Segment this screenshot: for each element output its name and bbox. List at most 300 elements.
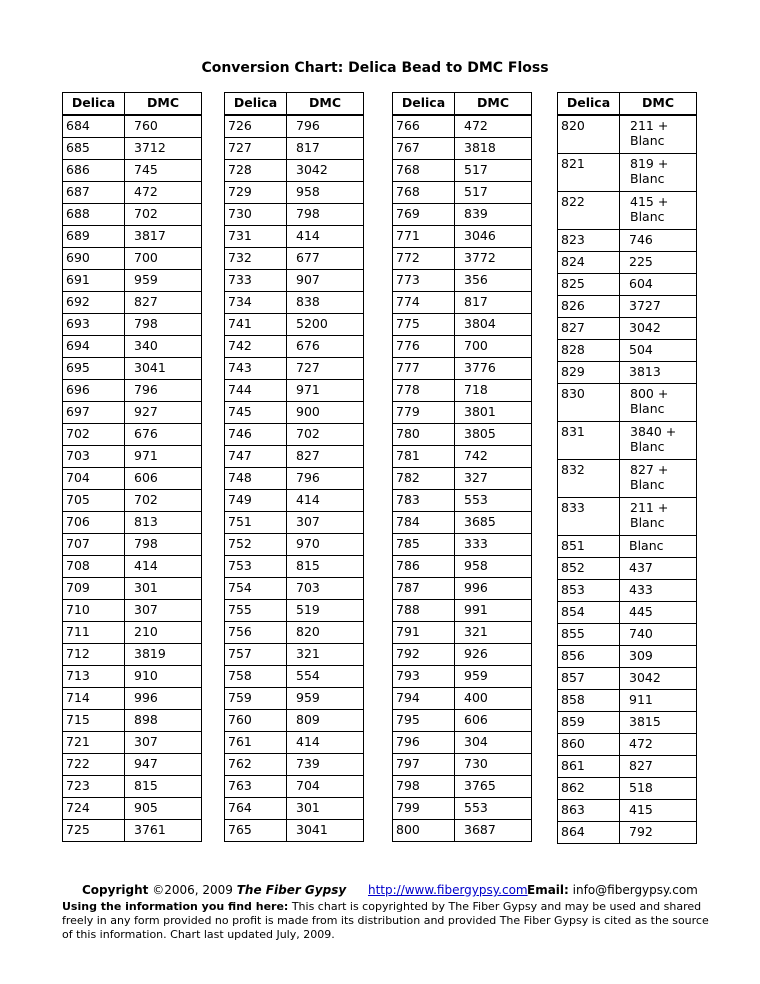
dmc-cell: 996	[455, 578, 532, 600]
table-row	[393, 644, 532, 666]
dmc-cell	[620, 460, 697, 498]
dmc-cell: 472	[455, 115, 532, 138]
dmc-value-line: 3840 +	[630, 424, 677, 439]
table-row	[393, 115, 532, 138]
table-row	[393, 512, 532, 534]
delica-cell: 787	[393, 578, 455, 600]
delica-cell: 783	[393, 490, 455, 512]
table-header-row	[225, 93, 364, 116]
dmc-cell: 700	[125, 248, 202, 270]
dmc-cell: 911	[620, 690, 697, 712]
delica-cell: 830	[558, 384, 620, 422]
dmc-value-line: 415 +	[630, 194, 669, 209]
delica-cell: 697	[63, 402, 125, 424]
dmc-cell: 959	[287, 688, 364, 710]
delica-cell: 726	[225, 115, 287, 138]
delica-cell: 713	[63, 666, 125, 688]
table-row	[225, 160, 364, 182]
delica-cell: 741	[225, 314, 287, 336]
table-row	[393, 578, 532, 600]
table-row	[393, 358, 532, 380]
dmc-value-line: 819 +	[630, 156, 669, 171]
dmc-value-line: 211 +	[630, 118, 669, 133]
dmc-cell: 3712	[125, 138, 202, 160]
delica-cell: 710	[63, 600, 125, 622]
delica-cell: 826	[558, 296, 620, 318]
dmc-cell: 400	[455, 688, 532, 710]
table-row	[558, 756, 697, 778]
table-row	[558, 646, 697, 668]
dmc-cell: 519	[287, 600, 364, 622]
delica-cell: 692	[63, 292, 125, 314]
dmc-cell: 414	[287, 226, 364, 248]
table-row	[393, 468, 532, 490]
table-row	[225, 820, 364, 842]
delica-cell: 707	[63, 534, 125, 556]
dmc-cell: 809	[287, 710, 364, 732]
table-row	[393, 688, 532, 710]
table-row	[63, 160, 202, 182]
table-row	[393, 380, 532, 402]
table-row	[393, 754, 532, 776]
dmc-cell: 321	[455, 622, 532, 644]
dmc-cell: 798	[125, 534, 202, 556]
dmc-cell: 309	[620, 646, 697, 668]
usage-notice-label: Using the information you find here:	[62, 900, 289, 913]
dmc-value-line: 827 +	[630, 462, 669, 477]
copyright-years: ©2006, 2009	[152, 883, 233, 897]
dmc-cell: 3818	[455, 138, 532, 160]
dmc-cell: 307	[125, 732, 202, 754]
email-label: Email:	[527, 883, 569, 897]
table-row	[63, 820, 202, 842]
delica-cell: 782	[393, 468, 455, 490]
delica-cell: 781	[393, 446, 455, 468]
table-row	[225, 138, 364, 160]
dmc-cell: 898	[125, 710, 202, 732]
brand-name: The Fiber Gypsy	[236, 883, 347, 897]
table-row	[63, 622, 202, 644]
table-row	[63, 446, 202, 468]
table-row	[558, 822, 697, 844]
delica-cell: 824	[558, 252, 620, 274]
delica-cell: 799	[393, 798, 455, 820]
delica-cell: 762	[225, 754, 287, 776]
table-row	[393, 182, 532, 204]
dmc-cell: 472	[125, 182, 202, 204]
dmc-cell	[620, 422, 697, 460]
dmc-cell: 702	[287, 424, 364, 446]
dmc-cell: 905	[125, 798, 202, 820]
delica-cell: 690	[63, 248, 125, 270]
table-row	[63, 270, 202, 292]
table-row	[393, 160, 532, 182]
dmc-cell: 3761	[125, 820, 202, 842]
delica-cell: 725	[63, 820, 125, 842]
table-row	[63, 358, 202, 380]
dmc-cell: 3041	[287, 820, 364, 842]
delica-cell: 749	[225, 490, 287, 512]
dmc-cell: 702	[125, 204, 202, 226]
table-row	[225, 688, 364, 710]
delica-cell: 860	[558, 734, 620, 756]
delica-cell: 777	[393, 358, 455, 380]
delica-cell: 768	[393, 160, 455, 182]
dmc-value-line: Blanc	[630, 401, 665, 416]
table-row	[63, 666, 202, 688]
dmc-cell: 958	[455, 556, 532, 578]
delica-cell: 715	[63, 710, 125, 732]
table-row	[225, 600, 364, 622]
dmc-cell: 210	[125, 622, 202, 644]
table-row	[393, 556, 532, 578]
dmc-cell: 3801	[455, 402, 532, 424]
table-row	[225, 468, 364, 490]
delica-cell: 792	[393, 644, 455, 666]
delica-cell: 791	[393, 622, 455, 644]
dmc-value-line: Blanc	[630, 209, 665, 224]
delica-cell: 761	[225, 732, 287, 754]
table-row	[63, 534, 202, 556]
page-title: Conversion Chart: Delica Bead to DMC Floss	[201, 60, 549, 76]
delica-cell: 684	[63, 115, 125, 138]
dmc-cell: 745	[125, 160, 202, 182]
table-row	[558, 362, 697, 384]
conversion-table-4	[557, 92, 697, 844]
delica-cell: 696	[63, 380, 125, 402]
delica-cell: 709	[63, 578, 125, 600]
delica-cell: 742	[225, 336, 287, 358]
copyright-label: Copyright	[82, 883, 149, 897]
delica-cell: 833	[558, 498, 620, 536]
table-row	[393, 446, 532, 468]
delica-cell: 795	[393, 710, 455, 732]
table-row	[558, 340, 697, 362]
table-row	[558, 192, 697, 230]
delica-cell: 688	[63, 204, 125, 226]
table-row	[225, 666, 364, 688]
table-row	[393, 798, 532, 820]
table-header-row	[558, 93, 697, 116]
dmc-cell: 604	[620, 274, 697, 296]
table-row	[393, 336, 532, 358]
table-row	[393, 490, 532, 512]
delica-cell: 831	[558, 422, 620, 460]
delica-cell: 711	[63, 622, 125, 644]
dmc-cell: 3041	[125, 358, 202, 380]
delica-cell: 775	[393, 314, 455, 336]
dmc-cell: 740	[620, 624, 697, 646]
delica-cell: 820	[558, 115, 620, 154]
dmc-cell: 926	[455, 644, 532, 666]
dmc-cell: 606	[125, 468, 202, 490]
table-row	[225, 270, 364, 292]
dmc-cell: 702	[125, 490, 202, 512]
dmc-cell: 3042	[620, 668, 697, 690]
table-row	[558, 460, 697, 498]
dmc-cell: 225	[620, 252, 697, 274]
delica-cell: 732	[225, 248, 287, 270]
delica-cell: 757	[225, 644, 287, 666]
dmc-cell: 414	[287, 732, 364, 754]
table-row	[225, 336, 364, 358]
dmc-cell: 947	[125, 754, 202, 776]
dmc-cell: 677	[287, 248, 364, 270]
dmc-cell: 356	[455, 270, 532, 292]
dmc-cell: 3817	[125, 226, 202, 248]
dmc-cell: 3727	[620, 296, 697, 318]
delica-cell: 856	[558, 646, 620, 668]
table-row	[393, 402, 532, 424]
conversion-table-2	[224, 92, 364, 842]
table-row	[225, 754, 364, 776]
delica-cell: 852	[558, 558, 620, 580]
delica-cell: 755	[225, 600, 287, 622]
delica-cell: 745	[225, 402, 287, 424]
delica-cell: 773	[393, 270, 455, 292]
table-row	[558, 536, 697, 558]
delica-cell: 758	[225, 666, 287, 688]
dmc-cell: 472	[620, 734, 697, 756]
dmc-cell: 3042	[620, 318, 697, 340]
table-row	[393, 204, 532, 226]
table-row	[225, 490, 364, 512]
dmc-cell: Blanc	[620, 536, 697, 558]
delica-cell: 797	[393, 754, 455, 776]
dmc-cell: 414	[287, 490, 364, 512]
dmc-header: DMC	[125, 93, 202, 116]
table-row	[558, 800, 697, 822]
dmc-cell: 414	[125, 556, 202, 578]
dmc-cell: 792	[620, 822, 697, 844]
dmc-cell: 3813	[620, 362, 697, 384]
dmc-cell: 5200	[287, 314, 364, 336]
table-header-row	[63, 93, 202, 116]
dmc-cell: 445	[620, 602, 697, 624]
dmc-cell: 3776	[455, 358, 532, 380]
table-row	[558, 318, 697, 340]
dmc-cell: 813	[125, 512, 202, 534]
delica-cell: 832	[558, 460, 620, 498]
delica-cell: 851	[558, 536, 620, 558]
delica-cell: 754	[225, 578, 287, 600]
table-row	[393, 138, 532, 160]
dmc-cell: 553	[455, 490, 532, 512]
dmc-value-line: Blanc	[630, 439, 665, 454]
conversion-table-3	[392, 92, 532, 842]
delica-cell: 714	[63, 688, 125, 710]
usage-notice	[62, 900, 712, 942]
delica-cell: 752	[225, 534, 287, 556]
delica-cell: 695	[63, 358, 125, 380]
table-row	[558, 252, 697, 274]
delica-header: Delica	[558, 93, 620, 116]
delica-cell: 800	[393, 820, 455, 842]
table-row	[63, 204, 202, 226]
table-row	[63, 490, 202, 512]
delica-cell: 769	[393, 204, 455, 226]
table-row	[225, 534, 364, 556]
dmc-cell: 517	[455, 182, 532, 204]
table-row	[393, 248, 532, 270]
table-row	[393, 666, 532, 688]
table-row	[225, 446, 364, 468]
table-header-row	[393, 93, 532, 116]
table-row	[225, 732, 364, 754]
table-row	[63, 688, 202, 710]
dmc-cell: 3765	[455, 776, 532, 798]
copyright-line	[82, 883, 528, 897]
delica-cell: 702	[63, 424, 125, 446]
delica-cell: 687	[63, 182, 125, 204]
delica-cell: 772	[393, 248, 455, 270]
table-row	[558, 296, 697, 318]
dmc-value-line: 800 +	[630, 386, 669, 401]
dmc-cell: 798	[287, 204, 364, 226]
delica-cell: 730	[225, 204, 287, 226]
delica-header: Delica	[393, 93, 455, 116]
delica-cell: 746	[225, 424, 287, 446]
delica-cell: 729	[225, 182, 287, 204]
delica-cell: 771	[393, 226, 455, 248]
delica-cell: 853	[558, 580, 620, 602]
delica-cell: 763	[225, 776, 287, 798]
dmc-cell: 838	[287, 292, 364, 314]
delica-cell: 766	[393, 115, 455, 138]
delica-cell: 767	[393, 138, 455, 160]
dmc-cell: 301	[287, 798, 364, 820]
table-row	[393, 732, 532, 754]
delica-cell: 857	[558, 668, 620, 690]
delica-cell: 864	[558, 822, 620, 844]
delica-cell: 786	[393, 556, 455, 578]
table-row	[558, 602, 697, 624]
dmc-cell: 991	[455, 600, 532, 622]
delica-cell: 743	[225, 358, 287, 380]
delica-cell: 793	[393, 666, 455, 688]
delica-cell: 823	[558, 230, 620, 252]
delica-cell: 727	[225, 138, 287, 160]
dmc-cell: 3819	[125, 644, 202, 666]
table-row	[63, 248, 202, 270]
dmc-cell: 727	[287, 358, 364, 380]
table-row	[63, 292, 202, 314]
dmc-cell: 307	[287, 512, 364, 534]
delica-cell: 756	[225, 622, 287, 644]
dmc-header: DMC	[455, 93, 532, 116]
dmc-header: DMC	[287, 93, 364, 116]
table-row	[225, 578, 364, 600]
dmc-cell: 820	[287, 622, 364, 644]
table-row	[225, 710, 364, 732]
table-row	[225, 798, 364, 820]
dmc-cell: 327	[455, 468, 532, 490]
delica-cell: 691	[63, 270, 125, 292]
dmc-cell: 796	[125, 380, 202, 402]
delica-cell: 798	[393, 776, 455, 798]
delica-cell: 722	[63, 754, 125, 776]
dmc-cell	[620, 154, 697, 192]
table-row	[63, 115, 202, 138]
dmc-cell: 817	[455, 292, 532, 314]
table-row	[393, 534, 532, 556]
delica-cell: 689	[63, 226, 125, 248]
delica-cell: 723	[63, 776, 125, 798]
email-block	[527, 883, 698, 897]
dmc-cell: 3042	[287, 160, 364, 182]
dmc-cell: 739	[287, 754, 364, 776]
dmc-cell: 900	[287, 402, 364, 424]
table-row	[393, 314, 532, 336]
table-row	[558, 734, 697, 756]
table-row	[558, 624, 697, 646]
dmc-cell: 971	[287, 380, 364, 402]
dmc-value-line: Blanc	[630, 477, 665, 492]
table-row	[558, 558, 697, 580]
delica-cell: 704	[63, 468, 125, 490]
delica-cell: 759	[225, 688, 287, 710]
delica-header: Delica	[225, 93, 287, 116]
dmc-cell	[620, 498, 697, 536]
delica-cell: 788	[393, 600, 455, 622]
delica-cell: 825	[558, 274, 620, 296]
website-link[interactable]: http://www.fibergypsy.com	[367, 883, 528, 897]
table-row	[63, 710, 202, 732]
dmc-cell: 796	[287, 468, 364, 490]
table-row	[393, 270, 532, 292]
delica-cell: 724	[63, 798, 125, 820]
table-row	[63, 468, 202, 490]
table-row	[225, 644, 364, 666]
dmc-cell: 746	[620, 230, 697, 252]
table-row	[225, 380, 364, 402]
table-row	[393, 292, 532, 314]
table-row	[63, 424, 202, 446]
delica-cell: 705	[63, 490, 125, 512]
delica-cell: 855	[558, 624, 620, 646]
table-row	[63, 138, 202, 160]
dmc-cell: 553	[455, 798, 532, 820]
table-row	[225, 402, 364, 424]
table-row	[393, 820, 532, 842]
dmc-cell: 996	[125, 688, 202, 710]
table-row	[63, 402, 202, 424]
dmc-cell: 554	[287, 666, 364, 688]
delica-cell: 794	[393, 688, 455, 710]
dmc-cell: 304	[455, 732, 532, 754]
delica-cell: 693	[63, 314, 125, 336]
dmc-cell: 676	[287, 336, 364, 358]
table-row	[558, 668, 697, 690]
dmc-cell: 437	[620, 558, 697, 580]
table-row	[63, 512, 202, 534]
table-row	[63, 600, 202, 622]
table-row	[225, 424, 364, 446]
table-row	[558, 712, 697, 734]
dmc-cell: 927	[125, 402, 202, 424]
delica-cell: 748	[225, 468, 287, 490]
dmc-header: DMC	[620, 93, 697, 116]
dmc-cell: 959	[455, 666, 532, 688]
delica-cell: 747	[225, 446, 287, 468]
delica-header: Delica	[63, 93, 125, 116]
email-address[interactable]: info@fibergypsy.com	[572, 883, 698, 897]
dmc-cell: 504	[620, 340, 697, 362]
delica-cell: 785	[393, 534, 455, 556]
dmc-cell: 415	[620, 800, 697, 822]
table-row	[225, 248, 364, 270]
table-row	[63, 798, 202, 820]
